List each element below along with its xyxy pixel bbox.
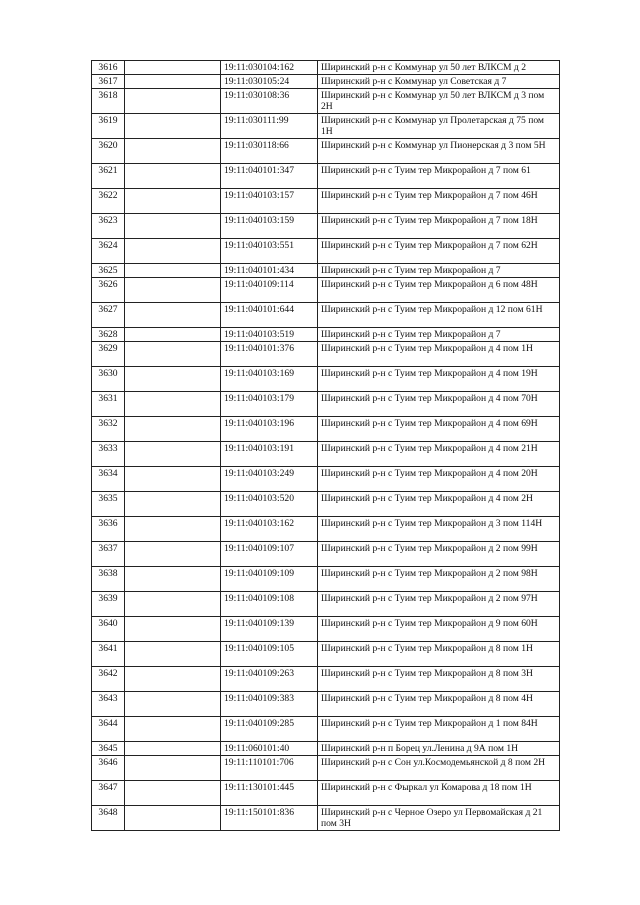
cadastral-number-cell: 19:11:040101:644 bbox=[221, 303, 318, 328]
cadastral-number-cell: 19:11:030104:162 bbox=[221, 61, 318, 75]
address-cell: Ширинский р-н с Туим тер Микрорайон д 4 пом 21Н bbox=[318, 442, 560, 467]
cadastral-number-cell: 19:11:040101:376 bbox=[221, 342, 318, 367]
row-number-cell: 3629 bbox=[92, 342, 125, 367]
table-row bbox=[92, 442, 560, 467]
table-row bbox=[92, 742, 560, 756]
table-row bbox=[92, 517, 560, 542]
table-row bbox=[92, 692, 560, 717]
empty-cell bbox=[125, 806, 221, 831]
table-row bbox=[92, 114, 560, 139]
table-row bbox=[92, 417, 560, 442]
row-number-cell: 3645 bbox=[92, 742, 125, 756]
empty-cell bbox=[125, 692, 221, 717]
row-number-cell: 3632 bbox=[92, 417, 125, 442]
cadastral-number-cell: 19:11:040103:249 bbox=[221, 467, 318, 492]
row-number-cell: 3625 bbox=[92, 264, 125, 278]
row-number-cell: 3617 bbox=[92, 75, 125, 89]
empty-cell bbox=[125, 114, 221, 139]
address-cell: Ширинский р-н с Туим тер Микрорайон д 7 bbox=[318, 328, 560, 342]
empty-cell bbox=[125, 278, 221, 303]
table-row bbox=[92, 542, 560, 567]
empty-cell bbox=[125, 75, 221, 89]
row-number-cell: 3634 bbox=[92, 467, 125, 492]
cadastral-number-cell: 19:11:040109:107 bbox=[221, 542, 318, 567]
address-cell: Ширинский р-н с Туим тер Микрорайон д 8 пом 3Н bbox=[318, 667, 560, 692]
table-row bbox=[92, 75, 560, 89]
address-cell: Ширинский р-н с Туим тер Микрорайон д 4 пом 19Н bbox=[318, 367, 560, 392]
table-row bbox=[92, 667, 560, 692]
row-number-cell: 3623 bbox=[92, 214, 125, 239]
row-number-cell: 3619 bbox=[92, 114, 125, 139]
table-row bbox=[92, 592, 560, 617]
cadastral-number-cell: 19:11:040109:139 bbox=[221, 617, 318, 642]
cadastral-number-cell: 19:11:030108:36 bbox=[221, 89, 318, 114]
empty-cell bbox=[125, 264, 221, 278]
address-cell: Ширинский р-н с Черное Озеро ул Первомайская д 21 пом 3Н bbox=[318, 806, 560, 831]
row-number-cell: 3638 bbox=[92, 567, 125, 592]
table-body bbox=[92, 61, 560, 831]
address-cell: Ширинский р-н с Фыркал ул Комарова д 18 пом 1Н bbox=[318, 781, 560, 806]
row-number-cell: 3622 bbox=[92, 189, 125, 214]
address-cell: Ширинский р-н с Туим тер Микрорайон д 12 пом 61Н bbox=[318, 303, 560, 328]
empty-cell bbox=[125, 592, 221, 617]
address-cell: Ширинский р-н с Коммунар ул 50 лет ВЛКСМ д 3 пом 2Н bbox=[318, 89, 560, 114]
address-cell: Ширинский р-н с Туим тер Микрорайон д 8 пом 4Н bbox=[318, 692, 560, 717]
table-row bbox=[92, 717, 560, 742]
property-table bbox=[91, 60, 560, 831]
cadastral-number-cell: 19:11:060101:40 bbox=[221, 742, 318, 756]
address-cell: Ширинский р-н с Туим тер Микрорайон д 3 пом 114Н bbox=[318, 517, 560, 542]
empty-cell bbox=[125, 214, 221, 239]
empty-cell bbox=[125, 342, 221, 367]
address-cell: Ширинский р-н с Сон ул.Космодемьянской д 8 пом 2Н bbox=[318, 756, 560, 781]
row-number-cell: 3626 bbox=[92, 278, 125, 303]
address-cell: Ширинский р-н с Туим тер Микрорайон д 4 пом 69Н bbox=[318, 417, 560, 442]
table-row bbox=[92, 328, 560, 342]
cadastral-number-cell: 19:11:040109:383 bbox=[221, 692, 318, 717]
cadastral-number-cell: 19:11:030118:66 bbox=[221, 139, 318, 164]
cadastral-number-cell: 19:11:040103:157 bbox=[221, 189, 318, 214]
address-cell: Ширинский р-н с Туим тер Микрорайон д 8 пом 1Н bbox=[318, 642, 560, 667]
address-cell: Ширинский р-н с Туим тер Микрорайон д 2 пом 97Н bbox=[318, 592, 560, 617]
cadastral-number-cell: 19:11:030105:24 bbox=[221, 75, 318, 89]
empty-cell bbox=[125, 617, 221, 642]
row-number-cell: 3630 bbox=[92, 367, 125, 392]
cadastral-number-cell: 19:11:040101:347 bbox=[221, 164, 318, 189]
cadastral-number-cell: 19:11:040103:520 bbox=[221, 492, 318, 517]
row-number-cell: 3644 bbox=[92, 717, 125, 742]
address-cell: Ширинский р-н с Коммунар ул Советская д 7 bbox=[318, 75, 560, 89]
address-cell: Ширинский р-н с Туим тер Микрорайон д 1 пом 84Н bbox=[318, 717, 560, 742]
row-number-cell: 3628 bbox=[92, 328, 125, 342]
table-row bbox=[92, 189, 560, 214]
row-number-cell: 3620 bbox=[92, 139, 125, 164]
address-cell: Ширинский р-н с Туим тер Микрорайон д 7 пом 46Н bbox=[318, 189, 560, 214]
empty-cell bbox=[125, 239, 221, 264]
empty-cell bbox=[125, 781, 221, 806]
row-number-cell: 3646 bbox=[92, 756, 125, 781]
empty-cell bbox=[125, 542, 221, 567]
cadastral-number-cell: 19:11:040109:105 bbox=[221, 642, 318, 667]
cadastral-number-cell: 19:11:110101:706 bbox=[221, 756, 318, 781]
address-cell: Ширинский р-н с Туим тер Микрорайон д 4 пом 2Н bbox=[318, 492, 560, 517]
empty-cell bbox=[125, 717, 221, 742]
empty-cell bbox=[125, 367, 221, 392]
address-cell: Ширинский р-н с Туим тер Микрорайон д 7 пом 18Н bbox=[318, 214, 560, 239]
table-row bbox=[92, 139, 560, 164]
empty-cell bbox=[125, 61, 221, 75]
table-row bbox=[92, 642, 560, 667]
cadastral-number-cell: 19:11:040103:191 bbox=[221, 442, 318, 467]
address-cell: Ширинский р-н с Туим тер Микрорайон д 2 пом 98Н bbox=[318, 567, 560, 592]
cadastral-number-cell: 19:11:040103:519 bbox=[221, 328, 318, 342]
table-row bbox=[92, 264, 560, 278]
cadastral-number-cell: 19:11:040103:169 bbox=[221, 367, 318, 392]
table-row bbox=[92, 806, 560, 831]
row-number-cell: 3635 bbox=[92, 492, 125, 517]
empty-cell bbox=[125, 328, 221, 342]
table-row bbox=[92, 61, 560, 75]
table-row bbox=[92, 492, 560, 517]
row-number-cell: 3631 bbox=[92, 392, 125, 417]
table-row bbox=[92, 756, 560, 781]
empty-cell bbox=[125, 467, 221, 492]
address-cell: Ширинский р-н с Туим тер Микрорайон д 4 пом 1Н bbox=[318, 342, 560, 367]
address-cell: Ширинский р-н п Борец ул.Ленина д 9А пом 1Н bbox=[318, 742, 560, 756]
cadastral-number-cell: 19:11:040103:551 bbox=[221, 239, 318, 264]
cadastral-number-cell: 19:11:040101:434 bbox=[221, 264, 318, 278]
table-row bbox=[92, 214, 560, 239]
row-number-cell: 3642 bbox=[92, 667, 125, 692]
empty-cell bbox=[125, 189, 221, 214]
address-cell: Ширинский р-н с Туим тер Микрорайон д 2 пом 99Н bbox=[318, 542, 560, 567]
cadastral-number-cell: 19:11:150101:836 bbox=[221, 806, 318, 831]
row-number-cell: 3616 bbox=[92, 61, 125, 75]
row-number-cell: 3639 bbox=[92, 592, 125, 617]
empty-cell bbox=[125, 417, 221, 442]
cadastral-number-cell: 19:11:030111:99 bbox=[221, 114, 318, 139]
table-row bbox=[92, 467, 560, 492]
address-cell: Ширинский р-н с Коммунар ул 50 лет ВЛКСМ д 2 bbox=[318, 61, 560, 75]
address-cell: Ширинский р-н с Коммунар ул Пролетарская д 75 пом 1Н bbox=[318, 114, 560, 139]
table-row bbox=[92, 567, 560, 592]
cadastral-number-cell: 19:11:040109:114 bbox=[221, 278, 318, 303]
row-number-cell: 3647 bbox=[92, 781, 125, 806]
address-cell: Ширинский р-н с Туим тер Микрорайон д 9 пом 60Н bbox=[318, 617, 560, 642]
empty-cell bbox=[125, 139, 221, 164]
cadastral-number-cell: 19:11:040103:179 bbox=[221, 392, 318, 417]
empty-cell bbox=[125, 642, 221, 667]
table-row bbox=[92, 617, 560, 642]
row-number-cell: 3637 bbox=[92, 542, 125, 567]
row-number-cell: 3621 bbox=[92, 164, 125, 189]
empty-cell bbox=[125, 567, 221, 592]
empty-cell bbox=[125, 392, 221, 417]
address-cell: Ширинский р-н с Туим тер Микрорайон д 7 пом 62Н bbox=[318, 239, 560, 264]
row-number-cell: 3643 bbox=[92, 692, 125, 717]
row-number-cell: 3633 bbox=[92, 442, 125, 467]
empty-cell bbox=[125, 667, 221, 692]
address-cell: Ширинский р-н с Туим тер Микрорайон д 6 пом 48Н bbox=[318, 278, 560, 303]
table-row bbox=[92, 303, 560, 328]
row-number-cell: 3648 bbox=[92, 806, 125, 831]
empty-cell bbox=[125, 164, 221, 189]
empty-cell bbox=[125, 742, 221, 756]
table-row bbox=[92, 89, 560, 114]
address-cell: Ширинский р-н с Туим тер Микрорайон д 7 пом 61 bbox=[318, 164, 560, 189]
table-row bbox=[92, 342, 560, 367]
empty-cell bbox=[125, 303, 221, 328]
table-row bbox=[92, 367, 560, 392]
row-number-cell: 3636 bbox=[92, 517, 125, 542]
cadastral-number-cell: 19:11:040109:109 bbox=[221, 567, 318, 592]
cadastral-number-cell: 19:11:040103:162 bbox=[221, 517, 318, 542]
row-number-cell: 3627 bbox=[92, 303, 125, 328]
table-row bbox=[92, 392, 560, 417]
cadastral-number-cell: 19:11:040109:263 bbox=[221, 667, 318, 692]
cadastral-number-cell: 19:11:040109:285 bbox=[221, 717, 318, 742]
row-number-cell: 3640 bbox=[92, 617, 125, 642]
cadastral-number-cell: 19:11:040103:159 bbox=[221, 214, 318, 239]
empty-cell bbox=[125, 89, 221, 114]
table-row bbox=[92, 278, 560, 303]
cadastral-number-cell: 19:11:040109:108 bbox=[221, 592, 318, 617]
address-cell: Ширинский р-н с Коммунар ул Пионерская д 3 пом 5Н bbox=[318, 139, 560, 164]
empty-cell bbox=[125, 756, 221, 781]
cadastral-number-cell: 19:11:040103:196 bbox=[221, 417, 318, 442]
empty-cell bbox=[125, 517, 221, 542]
row-number-cell: 3641 bbox=[92, 642, 125, 667]
address-cell: Ширинский р-н с Туим тер Микрорайон д 7 bbox=[318, 264, 560, 278]
table-row bbox=[92, 164, 560, 189]
empty-cell bbox=[125, 442, 221, 467]
address-cell: Ширинский р-н с Туим тер Микрорайон д 4 пом 70Н bbox=[318, 392, 560, 417]
address-cell: Ширинский р-н с Туим тер Микрорайон д 4 пом 20Н bbox=[318, 467, 560, 492]
row-number-cell: 3624 bbox=[92, 239, 125, 264]
table-row bbox=[92, 239, 560, 264]
table-row bbox=[92, 781, 560, 806]
empty-cell bbox=[125, 492, 221, 517]
cadastral-number-cell: 19:11:130101:445 bbox=[221, 781, 318, 806]
row-number-cell: 3618 bbox=[92, 89, 125, 114]
